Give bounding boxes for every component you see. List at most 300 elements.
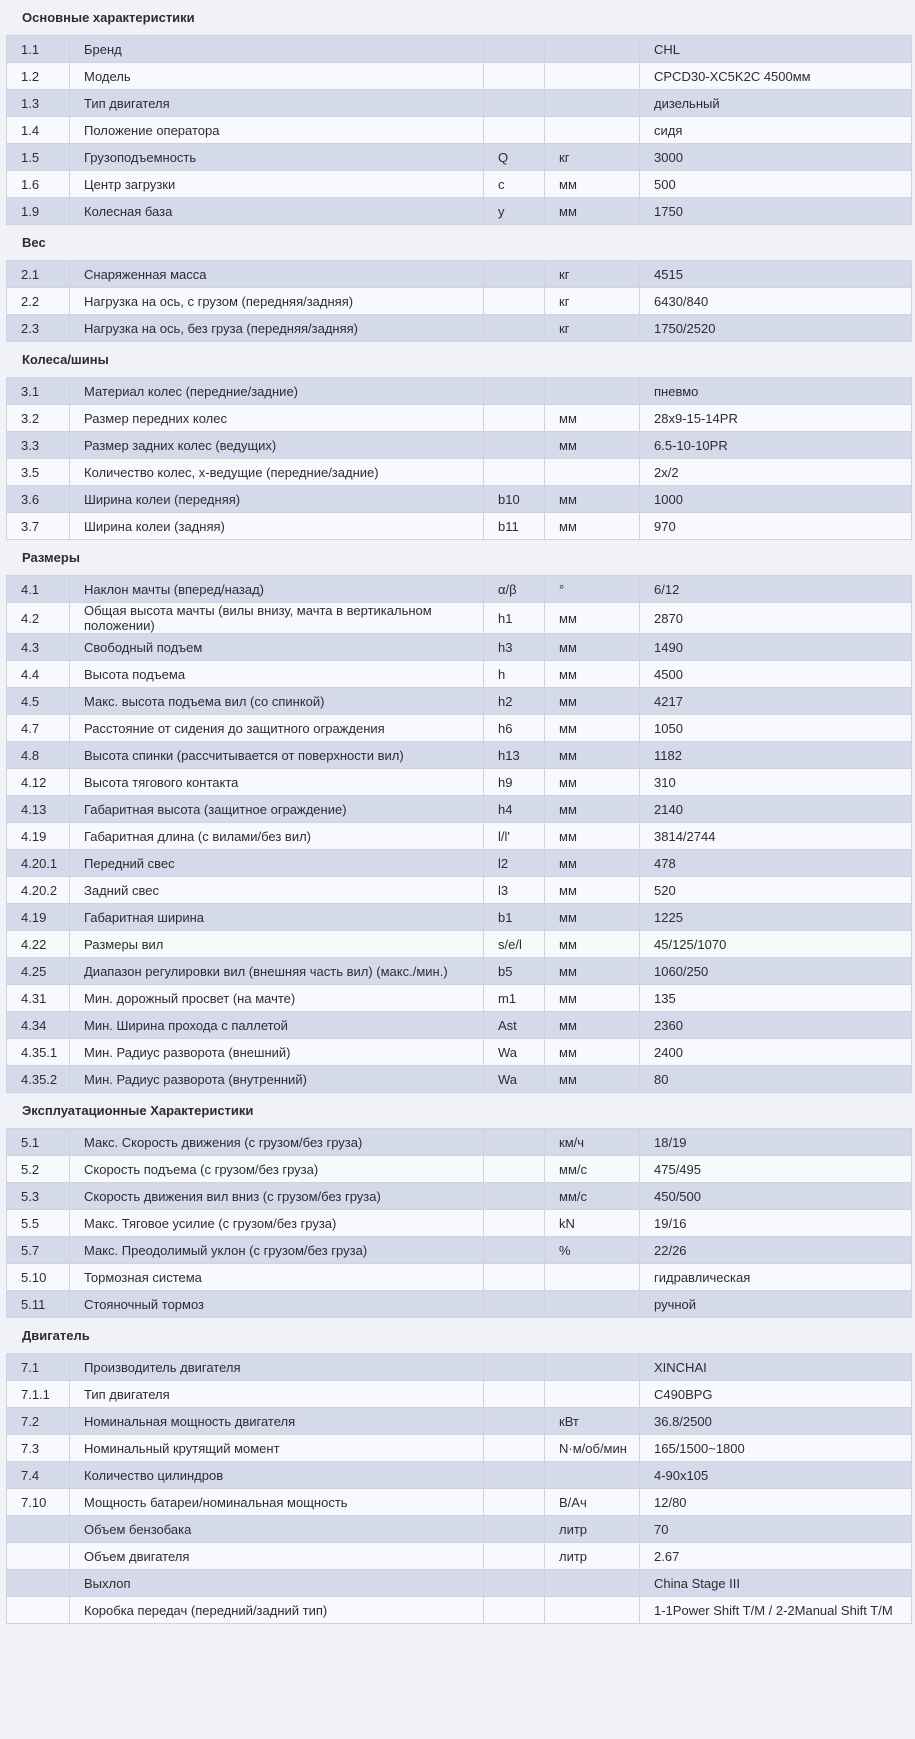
parameter-name: Диапазон регулировки вил (внешняя часть вил) (макс./мин.): [70, 958, 484, 985]
row-number: 3.5: [7, 459, 70, 486]
parameter-symbol: [484, 459, 545, 486]
parameter-value: 1050: [640, 715, 912, 742]
parameter-name: Выхлоп: [70, 1570, 484, 1597]
parameter-name: Мин. Радиус разворота (внутренний): [70, 1066, 484, 1093]
parameter-name: Высота тягового контакта: [70, 769, 484, 796]
parameter-unit: км/ч: [545, 1129, 640, 1156]
table-row: [7, 1408, 912, 1435]
parameter-name: Задний свес: [70, 877, 484, 904]
table-row: [7, 742, 912, 769]
parameter-name: Макс. Тяговое усилие (с грузом/без груза): [70, 1210, 484, 1237]
parameter-value: сидя: [640, 117, 912, 144]
row-number: 4.19: [7, 823, 70, 850]
parameter-value: 1225: [640, 904, 912, 931]
parameter-symbol: [484, 1516, 545, 1543]
spec-table: [6, 377, 912, 540]
table-row: [7, 931, 912, 958]
row-number: 4.25: [7, 958, 70, 985]
table-row: [7, 661, 912, 688]
parameter-value: 2.67: [640, 1543, 912, 1570]
table-row: [7, 904, 912, 931]
parameter-value: 3814/2744: [640, 823, 912, 850]
parameter-name: Мощность батареи/номинальная мощность: [70, 1489, 484, 1516]
parameter-name: Положение оператора: [70, 117, 484, 144]
table-row: [7, 459, 912, 486]
parameter-symbol: [484, 405, 545, 432]
parameter-symbol: c: [484, 171, 545, 198]
parameter-value: 970: [640, 513, 912, 540]
parameter-name: Нагрузка на ось, с грузом (передняя/задняя): [70, 288, 484, 315]
parameter-name: Высота подъема: [70, 661, 484, 688]
parameter-symbol: [484, 90, 545, 117]
parameter-value: 2360: [640, 1012, 912, 1039]
parameter-unit: [545, 1462, 640, 1489]
parameter-value: 1060/250: [640, 958, 912, 985]
parameter-value: 6430/840: [640, 288, 912, 315]
parameter-value: C490BPG: [640, 1381, 912, 1408]
parameter-name: Объем бензобака: [70, 1516, 484, 1543]
row-number: 5.10: [7, 1264, 70, 1291]
table-row: [7, 1516, 912, 1543]
row-number: 1.4: [7, 117, 70, 144]
table-row: [7, 63, 912, 90]
parameter-value: 4515: [640, 261, 912, 288]
row-number: 4.2: [7, 603, 70, 634]
row-number: 5.5: [7, 1210, 70, 1237]
table-row: [7, 1462, 912, 1489]
parameter-unit: кг: [545, 261, 640, 288]
parameter-unit: [545, 1291, 640, 1318]
parameter-symbol: h9: [484, 769, 545, 796]
parameter-unit: мм: [545, 904, 640, 931]
parameter-value: 1750/2520: [640, 315, 912, 342]
parameter-unit: кг: [545, 315, 640, 342]
parameter-value: 4500: [640, 661, 912, 688]
parameter-unit: мм: [545, 931, 640, 958]
table-row: [7, 1237, 912, 1264]
parameter-value: 1182: [640, 742, 912, 769]
row-number: 4.7: [7, 715, 70, 742]
row-number: 5.1: [7, 1129, 70, 1156]
parameter-name: Ширина колеи (задняя): [70, 513, 484, 540]
row-number: 4.35.1: [7, 1039, 70, 1066]
row-number: 5.2: [7, 1156, 70, 1183]
row-number: 7.1.1: [7, 1381, 70, 1408]
table-row: [7, 1597, 912, 1624]
parameter-name: Колесная база: [70, 198, 484, 225]
parameter-unit: мм: [545, 742, 640, 769]
parameter-unit: [545, 1354, 640, 1381]
parameter-name: Общая высота мачты (вилы внизу, мачта в вертикальном положении): [70, 603, 484, 634]
parameter-unit: мм/с: [545, 1183, 640, 1210]
row-number: 1.9: [7, 198, 70, 225]
parameter-symbol: h13: [484, 742, 545, 769]
parameter-name: Габаритная высота (защитное ограждение): [70, 796, 484, 823]
row-number: 4.35.2: [7, 1066, 70, 1093]
section-title: Вес: [22, 235, 46, 250]
parameter-symbol: [484, 117, 545, 144]
parameter-value: 28x9-15-14PR: [640, 405, 912, 432]
parameter-name: Номинальная мощность двигателя: [70, 1408, 484, 1435]
table-row: [7, 315, 912, 342]
parameter-name: Снаряженная масса: [70, 261, 484, 288]
parameter-symbol: [484, 63, 545, 90]
table-row: [7, 288, 912, 315]
row-number: 1.6: [7, 171, 70, 198]
row-number: 4.8: [7, 742, 70, 769]
parameter-symbol: [484, 1381, 545, 1408]
parameter-value: 1000: [640, 486, 912, 513]
parameter-value: 165/1500~1800: [640, 1435, 912, 1462]
parameter-symbol: Q: [484, 144, 545, 171]
parameter-value: CPCD30-XC5K2C 4500мм: [640, 63, 912, 90]
parameter-unit: мм: [545, 661, 640, 688]
parameter-name: Грузоподъемность: [70, 144, 484, 171]
parameter-name: Производитель двигателя: [70, 1354, 484, 1381]
table-row: [7, 823, 912, 850]
parameter-value: 450/500: [640, 1183, 912, 1210]
row-number: 4.1: [7, 576, 70, 603]
parameter-name: Тормозная система: [70, 1264, 484, 1291]
table-row: [7, 634, 912, 661]
table-row: [7, 1039, 912, 1066]
parameter-value: ручной: [640, 1291, 912, 1318]
spec-table: [6, 1128, 912, 1318]
parameter-value: гидравлическая: [640, 1264, 912, 1291]
parameter-unit: кг: [545, 144, 640, 171]
parameter-name: Тип двигателя: [70, 90, 484, 117]
table-row: [7, 958, 912, 985]
parameter-value: XINCHAI: [640, 1354, 912, 1381]
row-number: 7.10: [7, 1489, 70, 1516]
parameter-value: дизельный: [640, 90, 912, 117]
table-row: [7, 117, 912, 144]
parameter-symbol: b11: [484, 513, 545, 540]
row-number: 1.3: [7, 90, 70, 117]
parameter-value: 520: [640, 877, 912, 904]
parameter-symbol: [484, 1597, 545, 1624]
table-row: [7, 688, 912, 715]
table-row: [7, 1570, 912, 1597]
table-row: [7, 432, 912, 459]
parameter-name: Тип двигателя: [70, 1381, 484, 1408]
parameter-value: 1-1Power Shift T/M / 2-2Manual Shift T/M: [640, 1597, 912, 1624]
parameter-name: Габаритная ширина: [70, 904, 484, 931]
parameter-name: Коробка передач (передний/задний тип): [70, 1597, 484, 1624]
section-title: Размеры: [22, 550, 80, 565]
table-row: [7, 1264, 912, 1291]
row-number: 4.22: [7, 931, 70, 958]
parameter-value: 6/12: [640, 576, 912, 603]
parameter-unit: мм: [545, 405, 640, 432]
parameter-symbol: [484, 1291, 545, 1318]
parameter-value: 12/80: [640, 1489, 912, 1516]
table-row: [7, 36, 912, 63]
parameter-value: 4-90x105: [640, 1462, 912, 1489]
parameter-symbol: [484, 315, 545, 342]
row-number: 5.3: [7, 1183, 70, 1210]
parameter-value: 4217: [640, 688, 912, 715]
parameter-symbol: [484, 1354, 545, 1381]
parameter-value: 80: [640, 1066, 912, 1093]
row-number: 1.1: [7, 36, 70, 63]
parameter-unit: мм: [545, 486, 640, 513]
parameter-symbol: b5: [484, 958, 545, 985]
table-row: [7, 171, 912, 198]
parameter-name: Ширина колеи (передняя): [70, 486, 484, 513]
table-row: [7, 985, 912, 1012]
parameter-unit: литр: [545, 1543, 640, 1570]
parameter-unit: мм: [545, 513, 640, 540]
row-number: 3.7: [7, 513, 70, 540]
table-row: [7, 1066, 912, 1093]
parameter-value: 475/495: [640, 1156, 912, 1183]
parameter-unit: [545, 1264, 640, 1291]
parameter-name: Свободный подъем: [70, 634, 484, 661]
table-row: [7, 603, 912, 634]
section-title: Двигатель: [22, 1328, 90, 1343]
table-row: [7, 850, 912, 877]
parameter-symbol: [484, 378, 545, 405]
table-row: [7, 1210, 912, 1237]
parameter-unit: кВт: [545, 1408, 640, 1435]
parameter-unit: мм: [545, 432, 640, 459]
parameter-value: 135: [640, 985, 912, 1012]
parameter-symbol: h: [484, 661, 545, 688]
row-number: 4.12: [7, 769, 70, 796]
parameter-value: CHL: [640, 36, 912, 63]
spec-table: [6, 260, 912, 342]
parameter-name: Размеры вил: [70, 931, 484, 958]
row-number: 4.13: [7, 796, 70, 823]
table-row: [7, 796, 912, 823]
parameter-symbol: [484, 1543, 545, 1570]
parameter-value: 2140: [640, 796, 912, 823]
row-number: 3.6: [7, 486, 70, 513]
parameter-name: Мин. Ширина прохода с паллетой: [70, 1012, 484, 1039]
parameter-name: Нагрузка на ось, без груза (передняя/задняя): [70, 315, 484, 342]
parameter-unit: [545, 378, 640, 405]
parameter-name: Стояночный тормоз: [70, 1291, 484, 1318]
parameter-unit: [545, 1597, 640, 1624]
table-row: [7, 1435, 912, 1462]
row-number: 7.2: [7, 1408, 70, 1435]
row-number: 5.7: [7, 1237, 70, 1264]
parameter-value: 478: [640, 850, 912, 877]
table-row: [7, 1183, 912, 1210]
table-row: [7, 1129, 912, 1156]
parameter-name: Макс. Скорость движения (с грузом/без груза): [70, 1129, 484, 1156]
parameter-unit: %: [545, 1237, 640, 1264]
parameter-value: 2400: [640, 1039, 912, 1066]
parameter-symbol: h1: [484, 603, 545, 634]
table-row: [7, 1012, 912, 1039]
parameter-name: Центр загрузки: [70, 171, 484, 198]
parameter-name: Высота спинки (рассчитывается от поверхности вил): [70, 742, 484, 769]
parameter-symbol: l2: [484, 850, 545, 877]
parameter-symbol: b1: [484, 904, 545, 931]
parameter-symbol: b10: [484, 486, 545, 513]
parameter-unit: литр: [545, 1516, 640, 1543]
spec-sheet: [6, 0, 911, 1624]
row-number: 3.1: [7, 378, 70, 405]
section-title: Колеса/шины: [22, 352, 109, 367]
parameter-unit: мм: [545, 634, 640, 661]
table-row: [7, 769, 912, 796]
parameter-value: пневмо: [640, 378, 912, 405]
parameter-value: 45/125/1070: [640, 931, 912, 958]
section-title: Эксплуатационные Характеристики: [22, 1103, 254, 1118]
parameter-unit: мм: [545, 769, 640, 796]
table-row: [7, 1354, 912, 1381]
parameter-symbol: [484, 1156, 545, 1183]
table-row: [7, 1489, 912, 1516]
parameter-unit: мм: [545, 877, 640, 904]
parameter-symbol: [484, 1408, 545, 1435]
row-number: 4.19: [7, 904, 70, 931]
parameter-value: China Stage III: [640, 1570, 912, 1597]
parameter-value: 500: [640, 171, 912, 198]
parameter-name: Расстояние от сидения до защитного ограждения: [70, 715, 484, 742]
parameter-name: Размер задних колес (ведущих): [70, 432, 484, 459]
parameter-symbol: m1: [484, 985, 545, 1012]
table-row: [7, 513, 912, 540]
parameter-value: 70: [640, 1516, 912, 1543]
parameter-symbol: h6: [484, 715, 545, 742]
parameter-symbol: [484, 1462, 545, 1489]
parameter-symbol: [484, 1210, 545, 1237]
row-number: [7, 1570, 70, 1597]
parameter-symbol: Wa: [484, 1066, 545, 1093]
table-row: [7, 1156, 912, 1183]
parameter-symbol: l3: [484, 877, 545, 904]
row-number: 1.5: [7, 144, 70, 171]
parameter-symbol: Wa: [484, 1039, 545, 1066]
parameter-value: 1490: [640, 634, 912, 661]
parameter-symbol: y: [484, 198, 545, 225]
parameter-unit: [545, 1570, 640, 1597]
row-number: 4.20.2: [7, 877, 70, 904]
parameter-unit: [545, 117, 640, 144]
parameter-name: Количество колес, x-ведущие (передние/задние): [70, 459, 484, 486]
table-row: [7, 576, 912, 603]
parameter-unit: мм: [545, 823, 640, 850]
parameter-unit: мм: [545, 958, 640, 985]
parameter-name: Бренд: [70, 36, 484, 63]
spec-table: [6, 35, 912, 225]
parameter-unit: мм: [545, 850, 640, 877]
parameter-unit: kN: [545, 1210, 640, 1237]
table-row: [7, 198, 912, 225]
parameter-unit: В/Ач: [545, 1489, 640, 1516]
table-row: [7, 486, 912, 513]
parameter-name: Мин. дорожный просвет (на мачте): [70, 985, 484, 1012]
row-number: 2.3: [7, 315, 70, 342]
parameter-unit: [545, 36, 640, 63]
parameter-name: Скорость подъема (с грузом/без груза): [70, 1156, 484, 1183]
parameter-symbol: [484, 1129, 545, 1156]
parameter-unit: мм: [545, 1066, 640, 1093]
table-row: [7, 1291, 912, 1318]
parameter-symbol: [484, 261, 545, 288]
row-number: 2.1: [7, 261, 70, 288]
parameter-unit: мм/с: [545, 1156, 640, 1183]
table-row: [7, 144, 912, 171]
row-number: 5.11: [7, 1291, 70, 1318]
row-number: [7, 1516, 70, 1543]
parameter-name: Передний свес: [70, 850, 484, 877]
table-row: [7, 715, 912, 742]
parameter-value: 310: [640, 769, 912, 796]
parameter-name: Макс. высота подъема вил (со спинкой): [70, 688, 484, 715]
parameter-name: Размер передних колес: [70, 405, 484, 432]
parameter-unit: N·м/об/мин: [545, 1435, 640, 1462]
row-number: 1.2: [7, 63, 70, 90]
parameter-unit: мм: [545, 715, 640, 742]
parameter-symbol: [484, 432, 545, 459]
row-number: [7, 1543, 70, 1570]
parameter-symbol: h3: [484, 634, 545, 661]
parameter-value: 22/26: [640, 1237, 912, 1264]
parameter-name: Объем двигателя: [70, 1543, 484, 1570]
parameter-symbol: [484, 1183, 545, 1210]
section-title: Основные характеристики: [22, 10, 195, 25]
parameter-name: Мин. Радиус разворота (внешний): [70, 1039, 484, 1066]
parameter-symbol: [484, 1435, 545, 1462]
parameter-value: 2870: [640, 603, 912, 634]
parameter-value: 36.8/2500: [640, 1408, 912, 1435]
parameter-symbol: h2: [484, 688, 545, 715]
row-number: [7, 1597, 70, 1624]
parameter-unit: кг: [545, 288, 640, 315]
parameter-unit: [545, 1381, 640, 1408]
parameter-unit: мм: [545, 985, 640, 1012]
table-row: [7, 877, 912, 904]
parameter-unit: мм: [545, 171, 640, 198]
parameter-name: Номинальный крутящий момент: [70, 1435, 484, 1462]
parameter-name: Скорость движения вил вниз (с грузом/без груза): [70, 1183, 484, 1210]
row-number: 7.4: [7, 1462, 70, 1489]
parameter-symbol: [484, 288, 545, 315]
parameter-unit: мм: [545, 198, 640, 225]
parameter-unit: [545, 63, 640, 90]
row-number: 7.1: [7, 1354, 70, 1381]
parameter-symbol: [484, 1489, 545, 1516]
table-row: [7, 261, 912, 288]
parameter-symbol: [484, 36, 545, 63]
table-row: [7, 1381, 912, 1408]
parameter-unit: мм: [545, 603, 640, 634]
spec-table: [6, 575, 912, 1093]
row-number: 3.2: [7, 405, 70, 432]
parameter-name: Модель: [70, 63, 484, 90]
row-number: 2.2: [7, 288, 70, 315]
parameter-symbol: [484, 1570, 545, 1597]
row-number: 7.3: [7, 1435, 70, 1462]
row-number: 4.5: [7, 688, 70, 715]
parameter-symbol: [484, 1237, 545, 1264]
parameter-symbol: [484, 1264, 545, 1291]
parameter-value: 18/19: [640, 1129, 912, 1156]
parameter-unit: мм: [545, 1012, 640, 1039]
parameter-value: 1750: [640, 198, 912, 225]
parameter-unit: °: [545, 576, 640, 603]
parameter-symbol: h4: [484, 796, 545, 823]
parameter-symbol: Ast: [484, 1012, 545, 1039]
parameter-unit: [545, 90, 640, 117]
spec-table: [6, 1353, 912, 1624]
parameter-unit: мм: [545, 796, 640, 823]
